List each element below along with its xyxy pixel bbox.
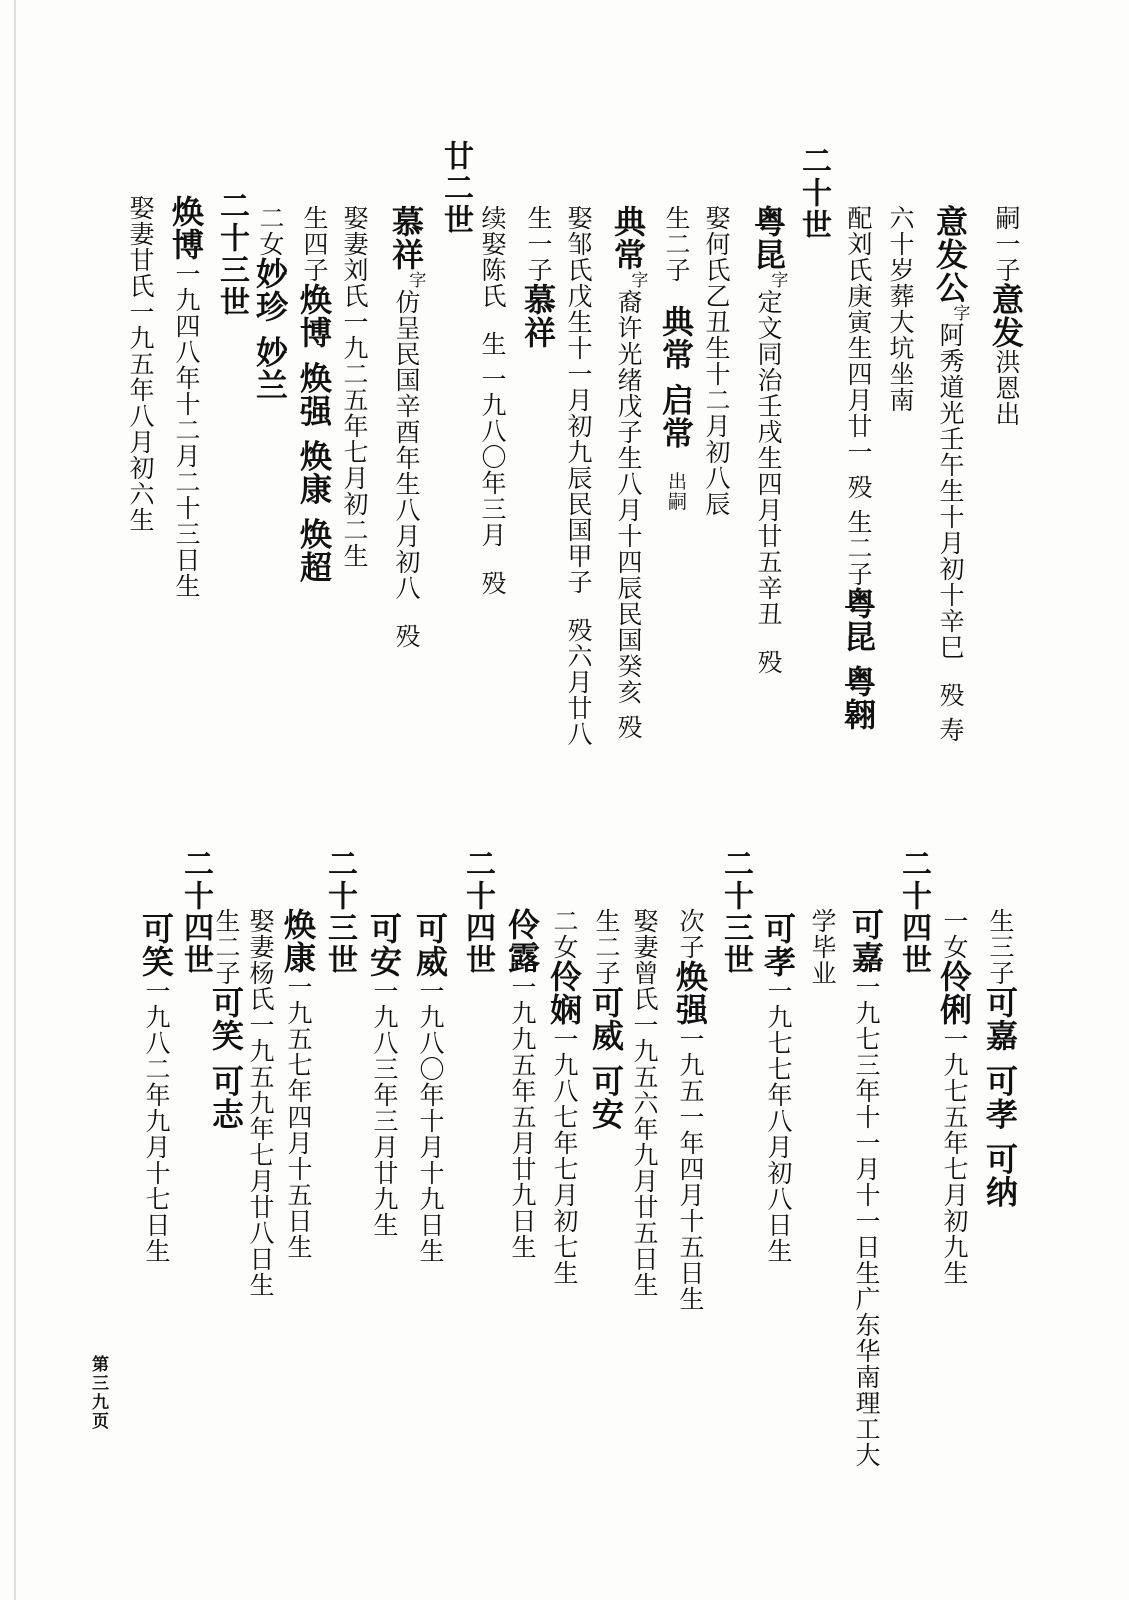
person-name: 可安 [365, 912, 403, 978]
generation-heading: 二十四世 [896, 848, 931, 976]
lower-line-14 [411, 912, 449, 1264]
person-name: 伶俐 [935, 960, 973, 1026]
person-name: 焕康 [279, 908, 317, 974]
person-name: 焕博 [167, 195, 205, 261]
generation-heading: 二十三世 [718, 848, 753, 976]
lower-line-15 [365, 912, 403, 1238]
lower-line-8 [671, 908, 709, 1312]
person-names: 典常 启常 [657, 305, 695, 450]
text: 学毕业 [808, 908, 837, 986]
person-name: 慕祥 [387, 205, 425, 271]
lower-line-12 [503, 908, 541, 1260]
upper-line-4 [839, 205, 877, 732]
generation-heading: 二十三世 [214, 190, 249, 318]
text: 六十岁葬大坑坐南 [886, 205, 915, 413]
person-name: 可笑 [137, 912, 175, 978]
person-name: 可嘉 [847, 908, 885, 974]
page-edge [14, 0, 16, 1600]
person-name: 粤昆 [749, 205, 787, 271]
upper-line-19 [167, 195, 205, 599]
zi-marker: 字 [949, 304, 970, 322]
person-names: 可嘉 可孝 可纳 [981, 986, 1019, 1209]
text: 一女 [940, 908, 969, 960]
lower-line-11 [545, 908, 583, 1286]
text: 一九八〇年十月十九日生 [416, 978, 445, 1264]
lower-line-18 [248, 908, 273, 1298]
upper-line-1 [987, 205, 1025, 427]
person-name: 慕祥 [519, 283, 557, 349]
text: 殁 [754, 649, 783, 675]
lower-line-21 [137, 912, 175, 1264]
generation-heading: 二十四世 [460, 848, 495, 976]
text: 次子 [676, 908, 705, 960]
person-name: 焕强 [671, 960, 709, 1026]
generation-heading: 二十三世 [322, 848, 357, 976]
text: 一九五七年四月十五日生 [284, 974, 313, 1260]
upper-line-20 [128, 195, 153, 533]
text: 仿呈民国辛酉年生八月初八 [392, 289, 421, 601]
text: 一九七七年八月初八日生 [764, 978, 793, 1264]
lower-line-10 [587, 908, 625, 1131]
text: 一九八三年三月廿九生 [370, 978, 399, 1238]
text: 娶妻曾氏一九五六年九月廿五日生 [630, 908, 659, 1298]
text: 裔许光绪戊子生八月十四辰民国癸亥 殁 [614, 289, 643, 740]
text: 配刘氏庚寅生四月廿一 殁 生二子 [844, 205, 873, 587]
page-number: 第三九页 [88, 1355, 108, 1431]
person-names: 可笑 可志 [207, 986, 245, 1131]
text: 续娶陈氏 [478, 205, 507, 309]
lower-line-7 [759, 912, 797, 1264]
upper-line-10 [566, 205, 591, 747]
zi-marker: 字 [767, 271, 788, 289]
person-names: 焕博 焕强 焕康 焕超 [295, 283, 333, 584]
lower-line-9 [632, 908, 657, 1298]
text: 一九九五年五月廿九日生 [508, 974, 537, 1260]
zi-marker: 字 [405, 271, 426, 289]
text: 娶邹氏戊生十一月初九辰民国甲子 [564, 205, 593, 595]
person-name: 伶露 [503, 908, 541, 974]
text: 阿秀道光壬午生十月初十辛巳 [936, 322, 965, 660]
person-names: 妙珍 妙兰 [251, 257, 289, 402]
text: 生四子 [300, 205, 329, 283]
person-name: 可威 [411, 912, 449, 978]
upper-line-15 [342, 205, 367, 569]
text: 生三子 [986, 908, 1015, 986]
text: 一九八二年九月十七日生 [142, 978, 171, 1264]
upper-line-11 [519, 205, 557, 349]
text: 一九四八年十二月二十三日生 [172, 261, 201, 599]
upper-line-3 [888, 205, 913, 413]
lower-line-19 [207, 908, 245, 1131]
upper-line-17 [251, 205, 289, 402]
upper-line-8 [657, 205, 695, 512]
upper-line-14 [387, 205, 426, 649]
text: 生二子 [212, 908, 241, 986]
text: 生二子 [592, 908, 621, 986]
person-name: 伶娴 [545, 960, 583, 1026]
text: 生二子 [662, 205, 691, 283]
generation-heading: 廿二世 [438, 140, 473, 236]
text: 嗣一子 [992, 205, 1021, 283]
text: 二女 [550, 908, 579, 960]
lower-line-4 [847, 908, 885, 1468]
text: 殁 [392, 623, 421, 649]
lower-line-2 [935, 908, 973, 1286]
text: 出嗣 [665, 471, 687, 512]
text: 一九七三年十一月十一日生广东华南理工大 [852, 974, 881, 1468]
upper-line-7 [704, 205, 729, 517]
upper-line-2 [931, 205, 970, 743]
upper-line-6 [749, 205, 788, 675]
text: 一九五一年四月十五日生 [676, 1026, 705, 1312]
person-name: 意发 [987, 283, 1025, 349]
lower-line-1 [981, 908, 1019, 1209]
zi-marker: 字 [627, 271, 648, 289]
text: 生 一九八〇年三月 [478, 331, 507, 548]
text: 娶妻甘氏一九五年八月初六生 [126, 195, 155, 533]
lower-line-5 [810, 908, 835, 986]
text: 娶妻杨氏一九五九年七月廿八日生 [246, 908, 275, 1298]
text: 殁 寿 [936, 682, 965, 743]
text: 定文同治壬戌生四月廿五辛丑 [754, 289, 783, 627]
generation-heading: 二十世 [796, 145, 831, 241]
person-name: 可孝 [759, 912, 797, 978]
text: 殁六月廿八 [564, 617, 593, 747]
text: 生一子 [524, 205, 553, 283]
text: 一九八七年七月初七生 [550, 1026, 579, 1286]
text: 一九七五年七月初九生 [940, 1026, 969, 1286]
generation-heading: 二十四世 [178, 848, 213, 976]
text: 殁 [478, 569, 507, 596]
person-names: 可威 可安 [587, 986, 625, 1131]
lower-line-17 [279, 908, 317, 1260]
text: 二女 [256, 205, 285, 257]
text: 洪恩出 [992, 349, 1021, 427]
person-name: 典常 [609, 205, 647, 271]
text: 娶妻刘氏一九二五年七月初二生 [340, 205, 369, 569]
upper-line-12 [480, 205, 505, 596]
upper-line-9 [609, 205, 648, 740]
text: 娶何氏乙丑生十二月初八辰 [702, 205, 731, 517]
person-name: 意发公 [931, 205, 969, 304]
person-names: 粤昆 粤翱 [839, 586, 877, 732]
upper-line-16 [295, 205, 333, 584]
